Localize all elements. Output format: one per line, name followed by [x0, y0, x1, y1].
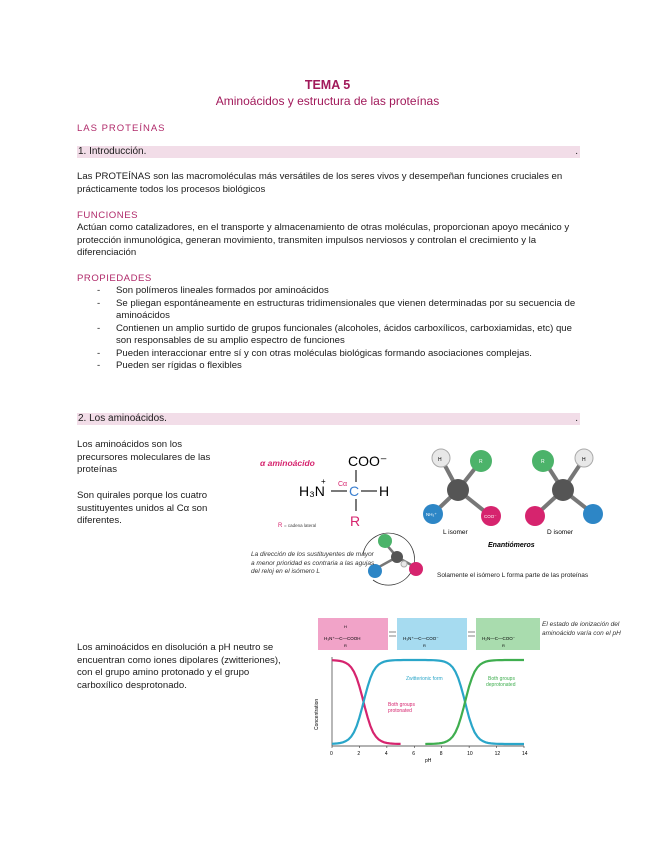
x-tick-label: 2 [357, 751, 361, 757]
atom-coo-label: COO⁻ [484, 514, 497, 519]
x-tick-label: 4 [384, 751, 388, 757]
r-legend: = cadena lateral [284, 523, 317, 528]
ph-note: El estado de ionización del aminoácido varía con el pH [542, 621, 621, 637]
box-r-label: R [344, 643, 347, 648]
propiedades-heading: PROPIEDADES [77, 273, 152, 284]
aminoacidos-p1: Los aminoácidos son los precursores moleculares de las proteínas [77, 439, 211, 475]
deprotonated-label-line2: deprotonated [486, 682, 516, 688]
atom-h-label: H [438, 457, 442, 463]
list-item: - Contienen un amplio surtido de grupos funcionales (alcoholes, ácidos carboxílicos, carboxiamidas, etc) que son responsables de su amplio espectro de funciones [77, 323, 582, 348]
x-axis-label: pH [425, 758, 432, 764]
section-bar-intro [77, 146, 580, 158]
note-right: Solamente el isómero L forma parte de las proteínas [437, 572, 589, 579]
box3-formula: H₂N—C—COO⁻ [482, 636, 516, 641]
intro-paragraph: Las PROTEÍNAS son las macromoléculas más versátiles de los seres vivos y desempeñan funciones cruciales en prácticamente todos los procesos biológicos [77, 171, 563, 195]
box-r-label: R [502, 643, 505, 648]
r-legend-r: R [278, 523, 283, 529]
box-deprotonated [476, 618, 540, 650]
box-r-label: R [423, 643, 426, 648]
list-item: - Pueden ser rígidas o flexibles [77, 360, 582, 373]
funciones-heading: FUNCIONES [77, 210, 138, 221]
c-alpha-atom: C [349, 483, 360, 499]
h-atom: H [379, 483, 390, 499]
list-item: - Pueden interaccionar entre sí y con otras moléculas biológicas formando asociaciones complejas. [77, 348, 582, 361]
atom-h-label: H [582, 457, 586, 463]
d-isomer-model [525, 449, 603, 526]
l-isomer-label: L isomer [443, 529, 468, 536]
box-zwitterion [397, 618, 467, 650]
atom-r-label: R [541, 459, 545, 465]
page-subtitle: Aminoácidos y estructura de las proteínas [215, 94, 440, 108]
x-tick-label: 10 [467, 751, 473, 757]
box-h-label: H [344, 624, 347, 629]
d-isomer-label: D isomer [547, 529, 574, 536]
coo-label: COO⁻ [348, 453, 388, 469]
list-item: - Se pliegan espontáneamente en estructuras tridimensionales que vienen determinadas por su secuencia de aminoácidos [77, 298, 582, 323]
section-bar-intro-label: 1. Introducción. [78, 146, 147, 157]
alpha-aminoacid-label: α aminoácido [260, 458, 315, 468]
section-bar-dot: . [575, 413, 578, 424]
protonated-label-line2: protonated [388, 708, 412, 714]
note-left: La dirección de los sustituyentes de mayor a menor prioridad es contraria a las agujas del reloj en el isómero L [251, 551, 375, 575]
box2-formula: H₃N⁺—C—COO⁻ [403, 636, 439, 641]
x-tick-label: 12 [494, 751, 501, 757]
propiedades-list [77, 285, 582, 373]
protonated-label: Both groups protonated [388, 702, 415, 714]
box1-formula: H₃N⁺—C—COOH [324, 636, 361, 641]
page-title: TEMA 5 [304, 78, 351, 92]
l-isomer-model [423, 449, 501, 526]
aminoacidos-p3: Los aminoácidos en disolución a pH neutro se encuentran como iones dipolares (zwitteriones), con el grupo amino protonado y el grupo carboxílico desprotonado. [77, 642, 281, 691]
section-bar-aminoacidos-label: 2. Los aminoácidos. [78, 413, 167, 424]
y-axis-label: Concentration [314, 698, 320, 730]
x-tick-label: 0 [330, 751, 333, 757]
section-bar-aminoacidos [77, 413, 580, 425]
curve-zwitterion [332, 660, 524, 744]
section-label: LAS PROTEÍNAS [77, 123, 166, 134]
atom-r-label: R [479, 459, 483, 465]
c-alpha-label: Cα [338, 481, 348, 488]
funciones-paragraph: Actúan como catalizadores, en el transporte y almacenamiento de otras moléculas, proporcionan apoyo mecánico y protección inmunológica, generan movimiento, transmiten impulsos nerviosos y controlan el crecimiento y la diferenciación [77, 222, 570, 258]
r-atom: R [350, 513, 361, 529]
atom-nh3-label: NH₃⁺ [426, 512, 437, 517]
ionization-figure [310, 612, 540, 767]
x-tick-label: 14 [522, 751, 528, 757]
enantiomeros-label: Enantiómeros [488, 542, 535, 549]
section-bar-dot: . [575, 146, 578, 157]
x-tick-label: 6 [412, 751, 416, 757]
box-protonated [318, 618, 388, 650]
aminoacidos-p2: Son quirales porque los cuatro sustituyentes unidos al Cα son diferentes. [77, 490, 208, 526]
list-item: - Son polímeros lineales formados por aminoácidos [77, 285, 582, 298]
zwitterionic-label: Zwitterionic form [406, 676, 443, 682]
h3n-label: H₃N [299, 483, 325, 499]
x-tick-label: 8 [439, 751, 443, 757]
plus-label: + [321, 477, 326, 486]
deprotonated-label: Both groups deprotonated [486, 676, 516, 688]
